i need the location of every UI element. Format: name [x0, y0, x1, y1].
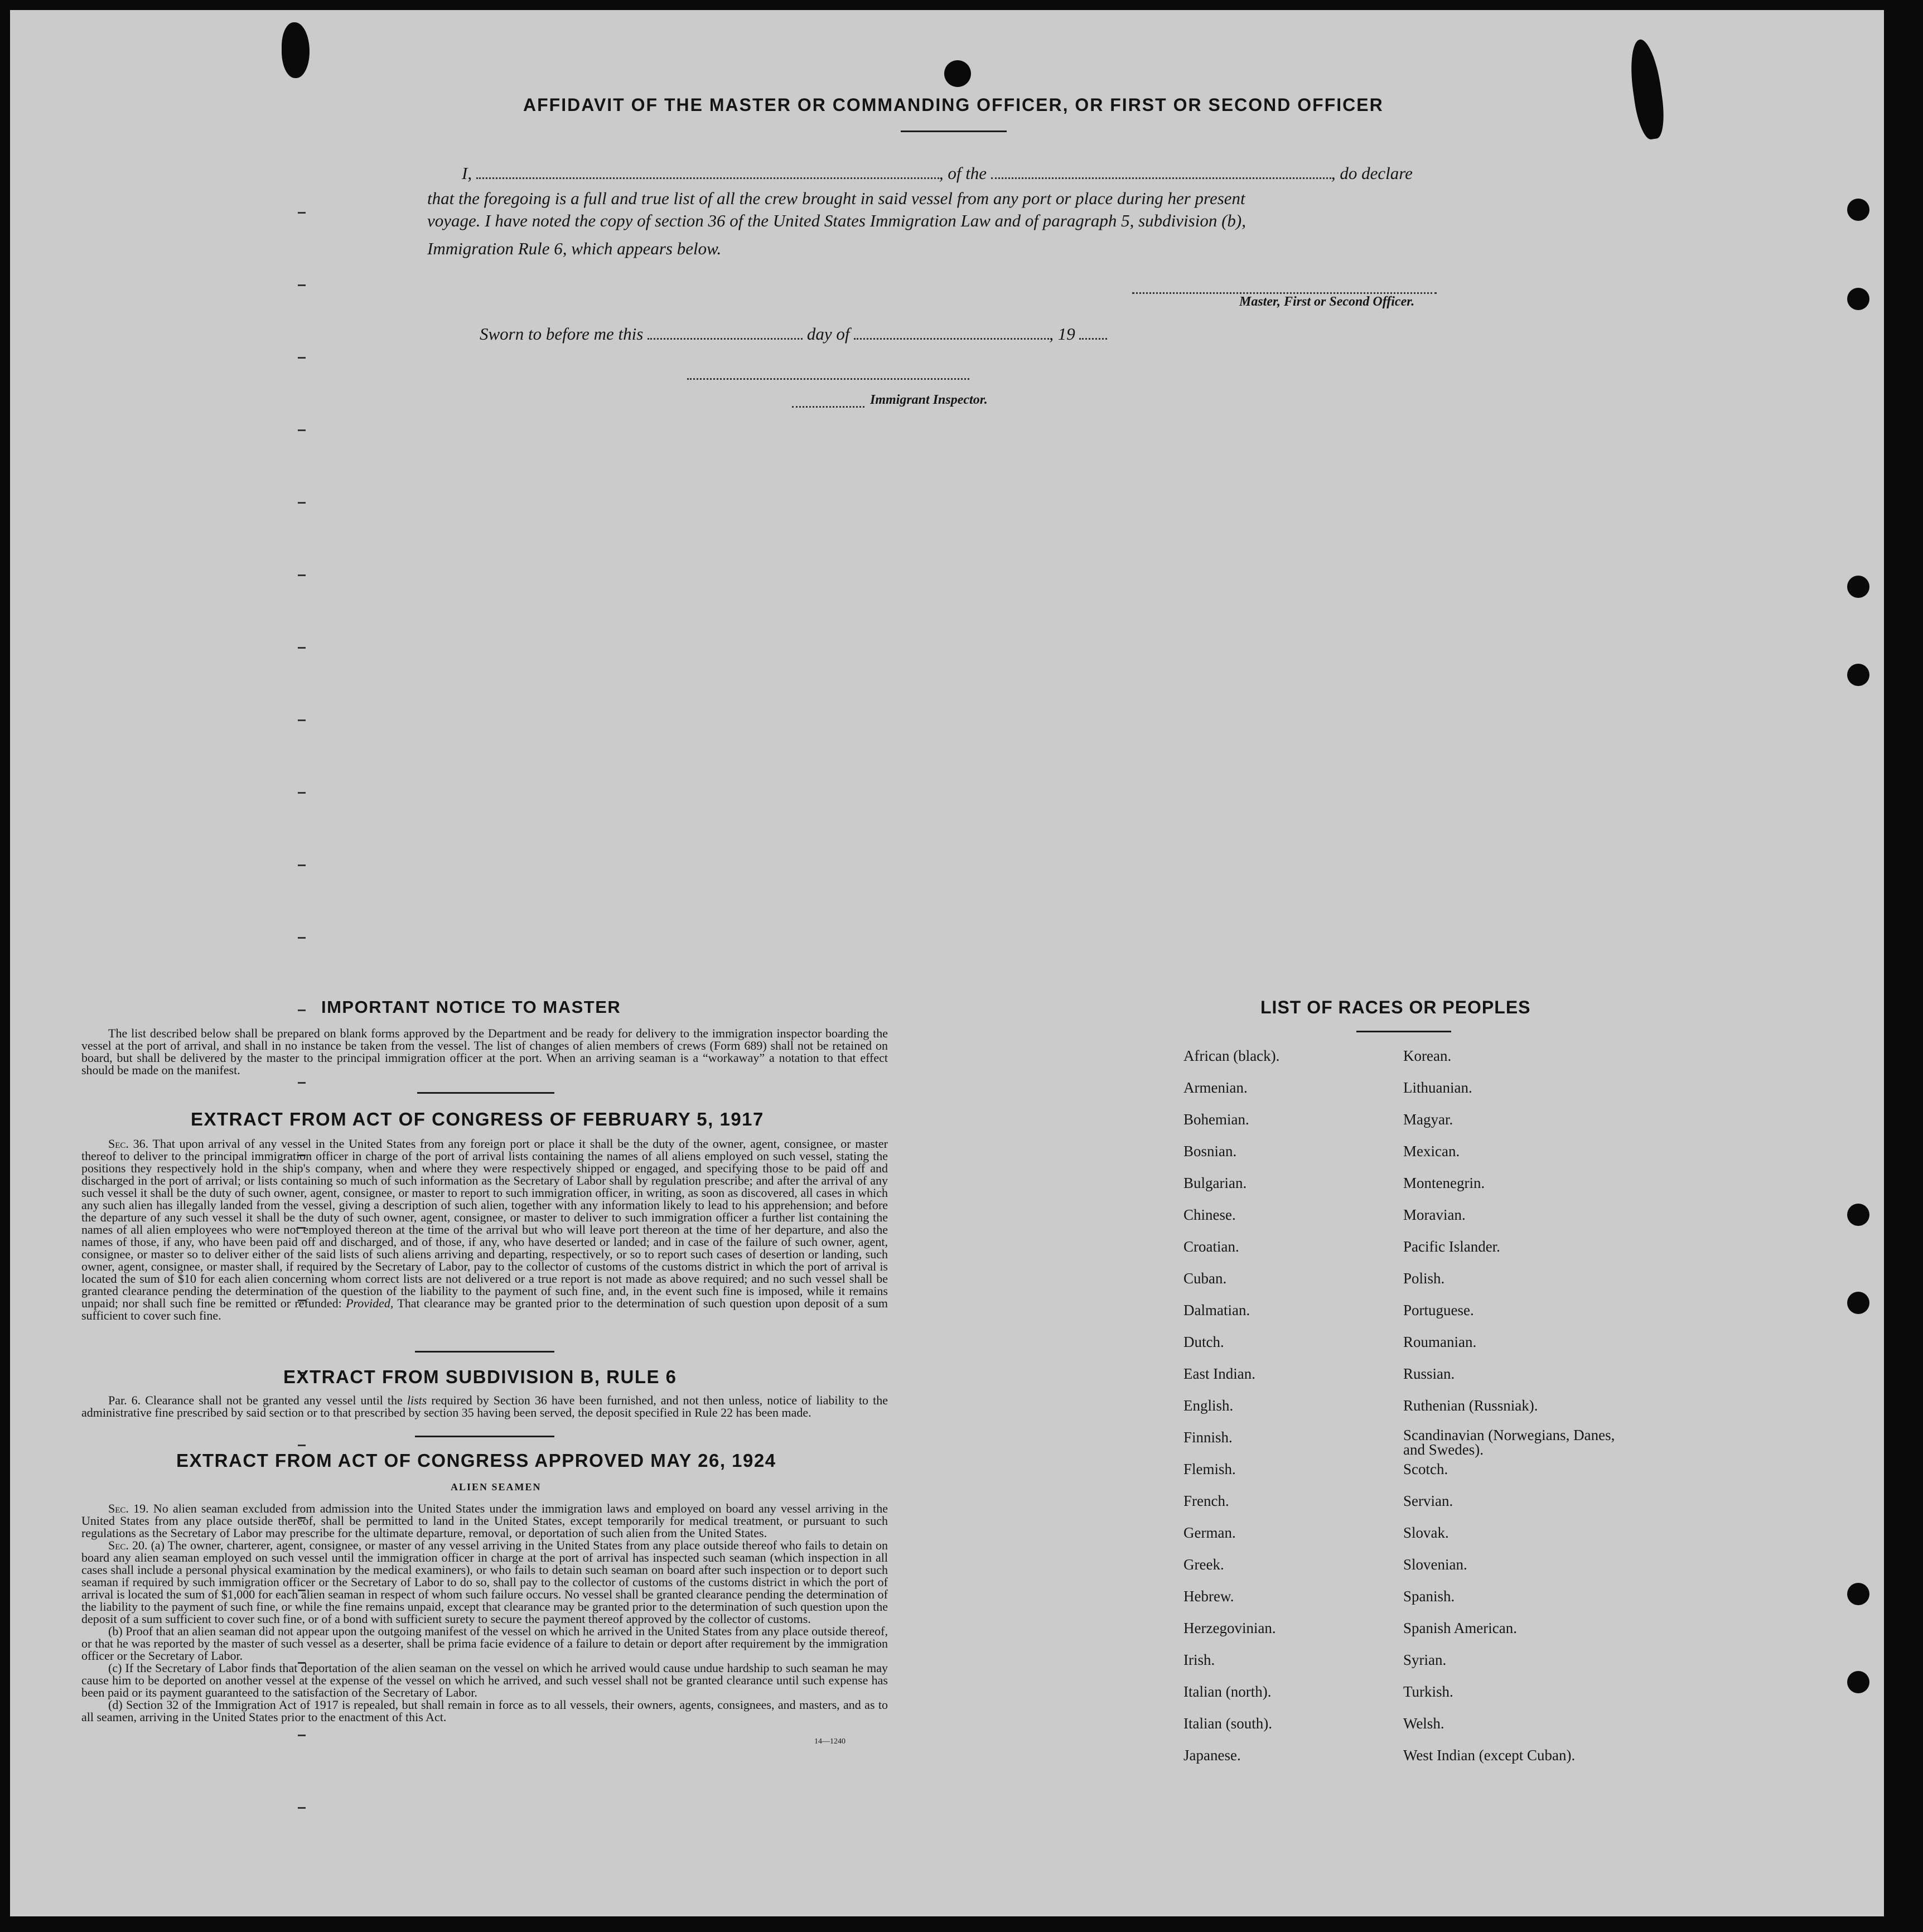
race-item: Russian. — [1403, 1365, 1455, 1382]
race-item: Dutch. — [1183, 1334, 1224, 1350]
statement-line-3: Immigration Rule 6, which appears below. — [427, 239, 722, 258]
race-item: Polish. — [1403, 1270, 1445, 1287]
inspector-signature-line-short[interactable] — [792, 406, 864, 408]
race-item: Bohemian. — [1183, 1111, 1249, 1128]
race-item: Magyar. — [1403, 1111, 1453, 1128]
margin-tick — [298, 429, 306, 431]
margin-tick — [298, 357, 306, 359]
race-item: Syrian. — [1403, 1651, 1447, 1668]
divider — [415, 1351, 554, 1353]
sworn-day-field[interactable] — [648, 323, 803, 340]
race-item: Mexican. — [1403, 1143, 1460, 1160]
race-item: Montenegrin. — [1403, 1175, 1485, 1191]
extract-1917-body — [81, 1138, 888, 1322]
binder-hole — [1847, 664, 1869, 686]
provided-text: That clearance may be granted prior to the determination of such question upon deposit of a sum sufficient to cover such fine. — [81, 1296, 888, 1322]
margin-tick — [298, 792, 306, 794]
rule6-text-a: Par. 6. Clearance shall not be granted any vessel until the — [108, 1393, 403, 1407]
alien-seamen-subtitle: ALIEN SEAMEN — [451, 1481, 542, 1493]
race-item: Spanish. — [1403, 1588, 1455, 1605]
sworn-month-field[interactable] — [854, 323, 1049, 340]
sec-19-label: Sec. 19. — [108, 1501, 149, 1515]
form-number: 14—1240 — [814, 1737, 845, 1746]
do-declare-label: , do declare — [1331, 163, 1413, 183]
inspector-label: Immigrant Inspector. — [870, 393, 988, 407]
race-item: Chinese. — [1183, 1206, 1236, 1223]
inspector-signature-line[interactable] — [687, 378, 969, 380]
divider — [417, 1092, 554, 1094]
year-label: , 19 — [1049, 324, 1075, 344]
binder-hole — [1847, 576, 1869, 598]
race-item: English. — [1183, 1397, 1234, 1414]
margin-tick — [298, 574, 306, 576]
extract-1917-title: EXTRACT FROM ACT OF CONGRESS OF FEBRUARY 5, 1917 — [191, 1109, 764, 1129]
race-item: Finnish. — [1183, 1429, 1233, 1446]
binder-hole — [1847, 1292, 1869, 1314]
sworn-prefix: Sworn to before me this — [480, 324, 644, 344]
race-item: Herzegovinian. — [1183, 1620, 1276, 1636]
notice-title: IMPORTANT NOTICE TO MASTER — [321, 997, 621, 1017]
race-item: Welsh. — [1403, 1715, 1444, 1732]
race-item: Scandinavian (Norwegians, Danes, and Swedes). — [1403, 1427, 1615, 1458]
margin-tick — [298, 212, 306, 214]
sec-20-label: Sec. 20. — [108, 1538, 148, 1552]
race-item: Turkish. — [1403, 1683, 1453, 1700]
notice-text: The list described below shall be prepared on blank forms approved by the Department and be ready for delivery to the immigration inspector boarding the vessel at the port of arrival, and shall in no instance be taken from the vessel. The list of changes of alien members of crews (Form 689) shall not be retained on board, but shall be delivered by the master to the principal immigration officer at the port. When an arriving seaman is a “workaway” a notation to that effect should be made on the manifest. — [81, 1026, 888, 1077]
margin-tick — [298, 1010, 306, 1011]
day-of-label: day of — [806, 324, 850, 344]
notice-body — [81, 1027, 888, 1076]
margin-tick — [298, 1807, 306, 1809]
margin-tick — [298, 937, 306, 939]
master-signature-label: Master, First or Second Officer. — [1239, 294, 1415, 309]
sec-36-label: Sec. 36. — [108, 1137, 149, 1151]
race-item: Moravian. — [1403, 1206, 1466, 1223]
race-item: Italian (north). — [1183, 1683, 1272, 1700]
punch-hole — [944, 60, 971, 87]
extract-1924-body — [81, 1503, 888, 1723]
race-item: Flemish. — [1183, 1461, 1236, 1477]
divider — [1356, 1031, 1451, 1032]
binder-hole — [1847, 199, 1869, 221]
margin-tick — [298, 1735, 306, 1736]
race-item: Pacific Islander. — [1403, 1238, 1500, 1255]
affidavit-title: AFFIDAVIT OF THE MASTER OR COMMANDING OFFICER, OR FIRST OR SECOND OFFICER — [523, 95, 1384, 115]
race-item: German. — [1183, 1524, 1236, 1541]
margin-tick — [298, 1082, 306, 1084]
sworn-year-field[interactable] — [1079, 323, 1107, 340]
race-item: West Indian (except Cuban). — [1403, 1747, 1576, 1764]
rule6-text-b: required by Section 36 have been furnished, and not then unless, notice of liability to the administrative fine prescribed by said section or to that prescribed by section 35 having been served, the deposit specified in Rule 22 has been made. — [81, 1393, 888, 1419]
statement-line-2: voyage. I have noted the copy of section 36 of the United States Immigration Law and of paragraph 5, subdivision (b), — [427, 211, 1246, 230]
binder-hole — [1847, 1583, 1869, 1605]
margin-tick — [298, 864, 306, 866]
declarant-name-field[interactable] — [476, 163, 939, 179]
declarant-line — [462, 163, 1413, 183]
race-item: African (black). — [1183, 1047, 1280, 1064]
sec-20c-text: (c) If the Secretary of Labor finds that deportation of the alien seaman on the vessel on which he arrived would cause undue hardship to such seaman he may cause him to be deported on another vessel at the expense of the vessel on which he arrived, and such vessel shall not be granted clearance until such expense has been paid or its payment guaranteed to the satisfaction of the Secretary of Labor. — [81, 1661, 888, 1699]
binder-hole — [1847, 1204, 1869, 1226]
race-item: East Indian. — [1183, 1365, 1255, 1382]
race-item: Lithuanian. — [1403, 1079, 1472, 1096]
margin-tick — [298, 719, 306, 721]
scan-border — [1884, 0, 1923, 1932]
race-item: Scotch. — [1403, 1461, 1448, 1477]
declarant-prefix: I, — [462, 163, 472, 183]
provided-label: Provided, — [346, 1296, 394, 1310]
margin-tick — [298, 502, 306, 504]
race-item: Servian. — [1403, 1493, 1453, 1509]
lists-word: lists — [407, 1393, 427, 1407]
extract-1924-title: EXTRACT FROM ACT OF CONGRESS APPROVED MAY 26, 1924 — [176, 1450, 776, 1471]
extract-rule6-body — [81, 1394, 888, 1419]
extract-rule6-title: EXTRACT FROM SUBDIVISION B, RULE 6 — [283, 1366, 677, 1387]
race-item: Croatian. — [1183, 1238, 1239, 1255]
race-item: Dalmatian. — [1183, 1302, 1250, 1318]
race-item: Slovak. — [1403, 1524, 1449, 1541]
race-item: Italian (south). — [1183, 1715, 1272, 1732]
sec-20a-text: (a) The owner, charterer, agent, consignee, or master of any vessel arriving in the United States from any place outside thereof who fails to detain on board any alien seaman employed on such vessel until the immigration officer in charge at the port of arrival has inspected such seaman (which inspection in all cases shall include a personal physical examination by the medical examiners), or who fails to detain such seaman on board after such inspection or to deport such seaman if required by such immigration officer or the Secretary of Labor to do so, shall pay to the collector of customs of the customs district in which the port of arrival is located the sum of $1,000 for each alien seaman in respect of whom such failure occurs. No vessel shall be granted clearance pending the determination of the liability to the payment of such fine, or while the fine remains unpaid, except that clearance may be granted prior to the determination of such question upon the deposit of a sum sufficient to cover such fine, or of a bond with sufficient surety to secure the payment thereof approved by the collector of customs. — [81, 1538, 888, 1626]
sec-19-text: No alien seaman excluded from admission into the United States under the immigration laws and employed on board any vessel arriving in the United States from any place outside thereof, shall be permitted to land in the United States, except temporarily for medical treatment, or pursuant to such regulations as the Secretary of Labor may prescribe for the ultimate departure, removal, or deportation of such alien from the United States. — [81, 1501, 888, 1540]
race-item: Bulgarian. — [1183, 1175, 1247, 1191]
race-item: Armenian. — [1183, 1079, 1248, 1096]
race-item: Cuban. — [1183, 1270, 1227, 1287]
margin-tick — [298, 284, 306, 286]
race-item: Bosnian. — [1183, 1143, 1237, 1160]
race-item: Roumanian. — [1403, 1334, 1477, 1350]
vessel-name-field[interactable] — [991, 163, 1331, 179]
of-the-label: , of the — [939, 163, 987, 183]
sec-20b-text: (b) Proof that an alien seaman did not appear upon the outgoing manifest of the vessel on which he arrived in the United States from any place outside thereof, or that he was reported by the master of such vessel as a deserter, shall be prima facie evidence of a failure to detain or deport after requirement by the immigration officer or the Secretary of Labor. — [81, 1624, 888, 1663]
margin-tick — [298, 1445, 306, 1446]
race-item: Greek. — [1183, 1556, 1224, 1573]
sec-36-text: That upon arrival of any vessel in the United States from any foreign port or place it shall be the duty of the owner, agent, consignee, or master thereof to deliver to the principal immigration officer in charge of the port of arrival lists containing the names of all aliens employed on such vessel, stating the positions they respectively hold in the ship's company, when and where they were respectively shipped or engaged, and specifying those to be paid off and discharged in the port of arrival; or lists containing so much of such information as the Secretary of Labor shall by regulation prescribe; and after the arrival of any such vessel it shall be the duty of such owner, agent, consignee, or master to report to such immigration officer, in writing, as soon as discovered, all cases in which any such alien has illegally landed from the vessel, giving a description of such alien, together with any information likely to lead to his apprehension; and before the departure of any such vessel it shall be the duty of such owner, agent, consignee, or master to deliver to such immigration officer a further list containing the names of all alien employees who were not employed thereon at the time of the arrival but who will leave port thereon at the time of her departure, and also the names of those, if any, who have been paid off and discharged, and of those, if any, who have deserted or landed; and in case of the failure of such owner, agent, consignee, or master so to deliver either of the said lists of such aliens arriving and departing, respectively, or so to report such cases of desertion or landing, such owner, agent, consignee, or master shall, if required by the Secretary of Labor, pay to the collector of customs of the customs district in which the port of arrival is located the sum of $10 for each alien concerning whom correct lists are not delivered or a true report is not made as above required; and no such vessel shall be granted clearance pending the determination of the question of the liability to the payment of such fine, and, in the event such fine is imposed, while it remains unpaid; nor shall such fine be remitted or refunded: — [81, 1137, 888, 1310]
race-item: Korean. — [1403, 1047, 1452, 1064]
binder-hole — [1847, 1671, 1869, 1693]
sworn-line — [480, 323, 1107, 344]
torn-corner — [282, 22, 310, 78]
statement-line-1: that the foregoing is a full and true list of all the crew brought in said vessel from any port or place during her present — [427, 189, 1245, 208]
race-item: Ruthenian (Russniak). — [1403, 1397, 1538, 1414]
master-signature-line[interactable] — [1132, 292, 1437, 294]
race-item: French. — [1183, 1493, 1229, 1509]
race-item: Slovenian. — [1403, 1556, 1467, 1573]
sec-20d-text: (d) Section 32 of the Immigration Act of 1917 is repealed, but shall remain in force as to all vessels, their owners, agents, consignees, and masters, and as to all seamen, arriving in the United States prior to the enactment of this Act. — [81, 1698, 888, 1724]
divider — [415, 1436, 554, 1437]
race-item: Irish. — [1183, 1651, 1215, 1668]
divider — [901, 131, 1007, 132]
races-title: LIST OF RACES OR PEOPLES — [1260, 997, 1531, 1017]
race-item: Japanese. — [1183, 1747, 1241, 1764]
race-item: Hebrew. — [1183, 1588, 1234, 1605]
race-item: Portuguese. — [1403, 1302, 1474, 1318]
margin-tick — [298, 647, 306, 649]
binder-hole — [1847, 288, 1869, 310]
race-item: Spanish American. — [1403, 1620, 1517, 1636]
